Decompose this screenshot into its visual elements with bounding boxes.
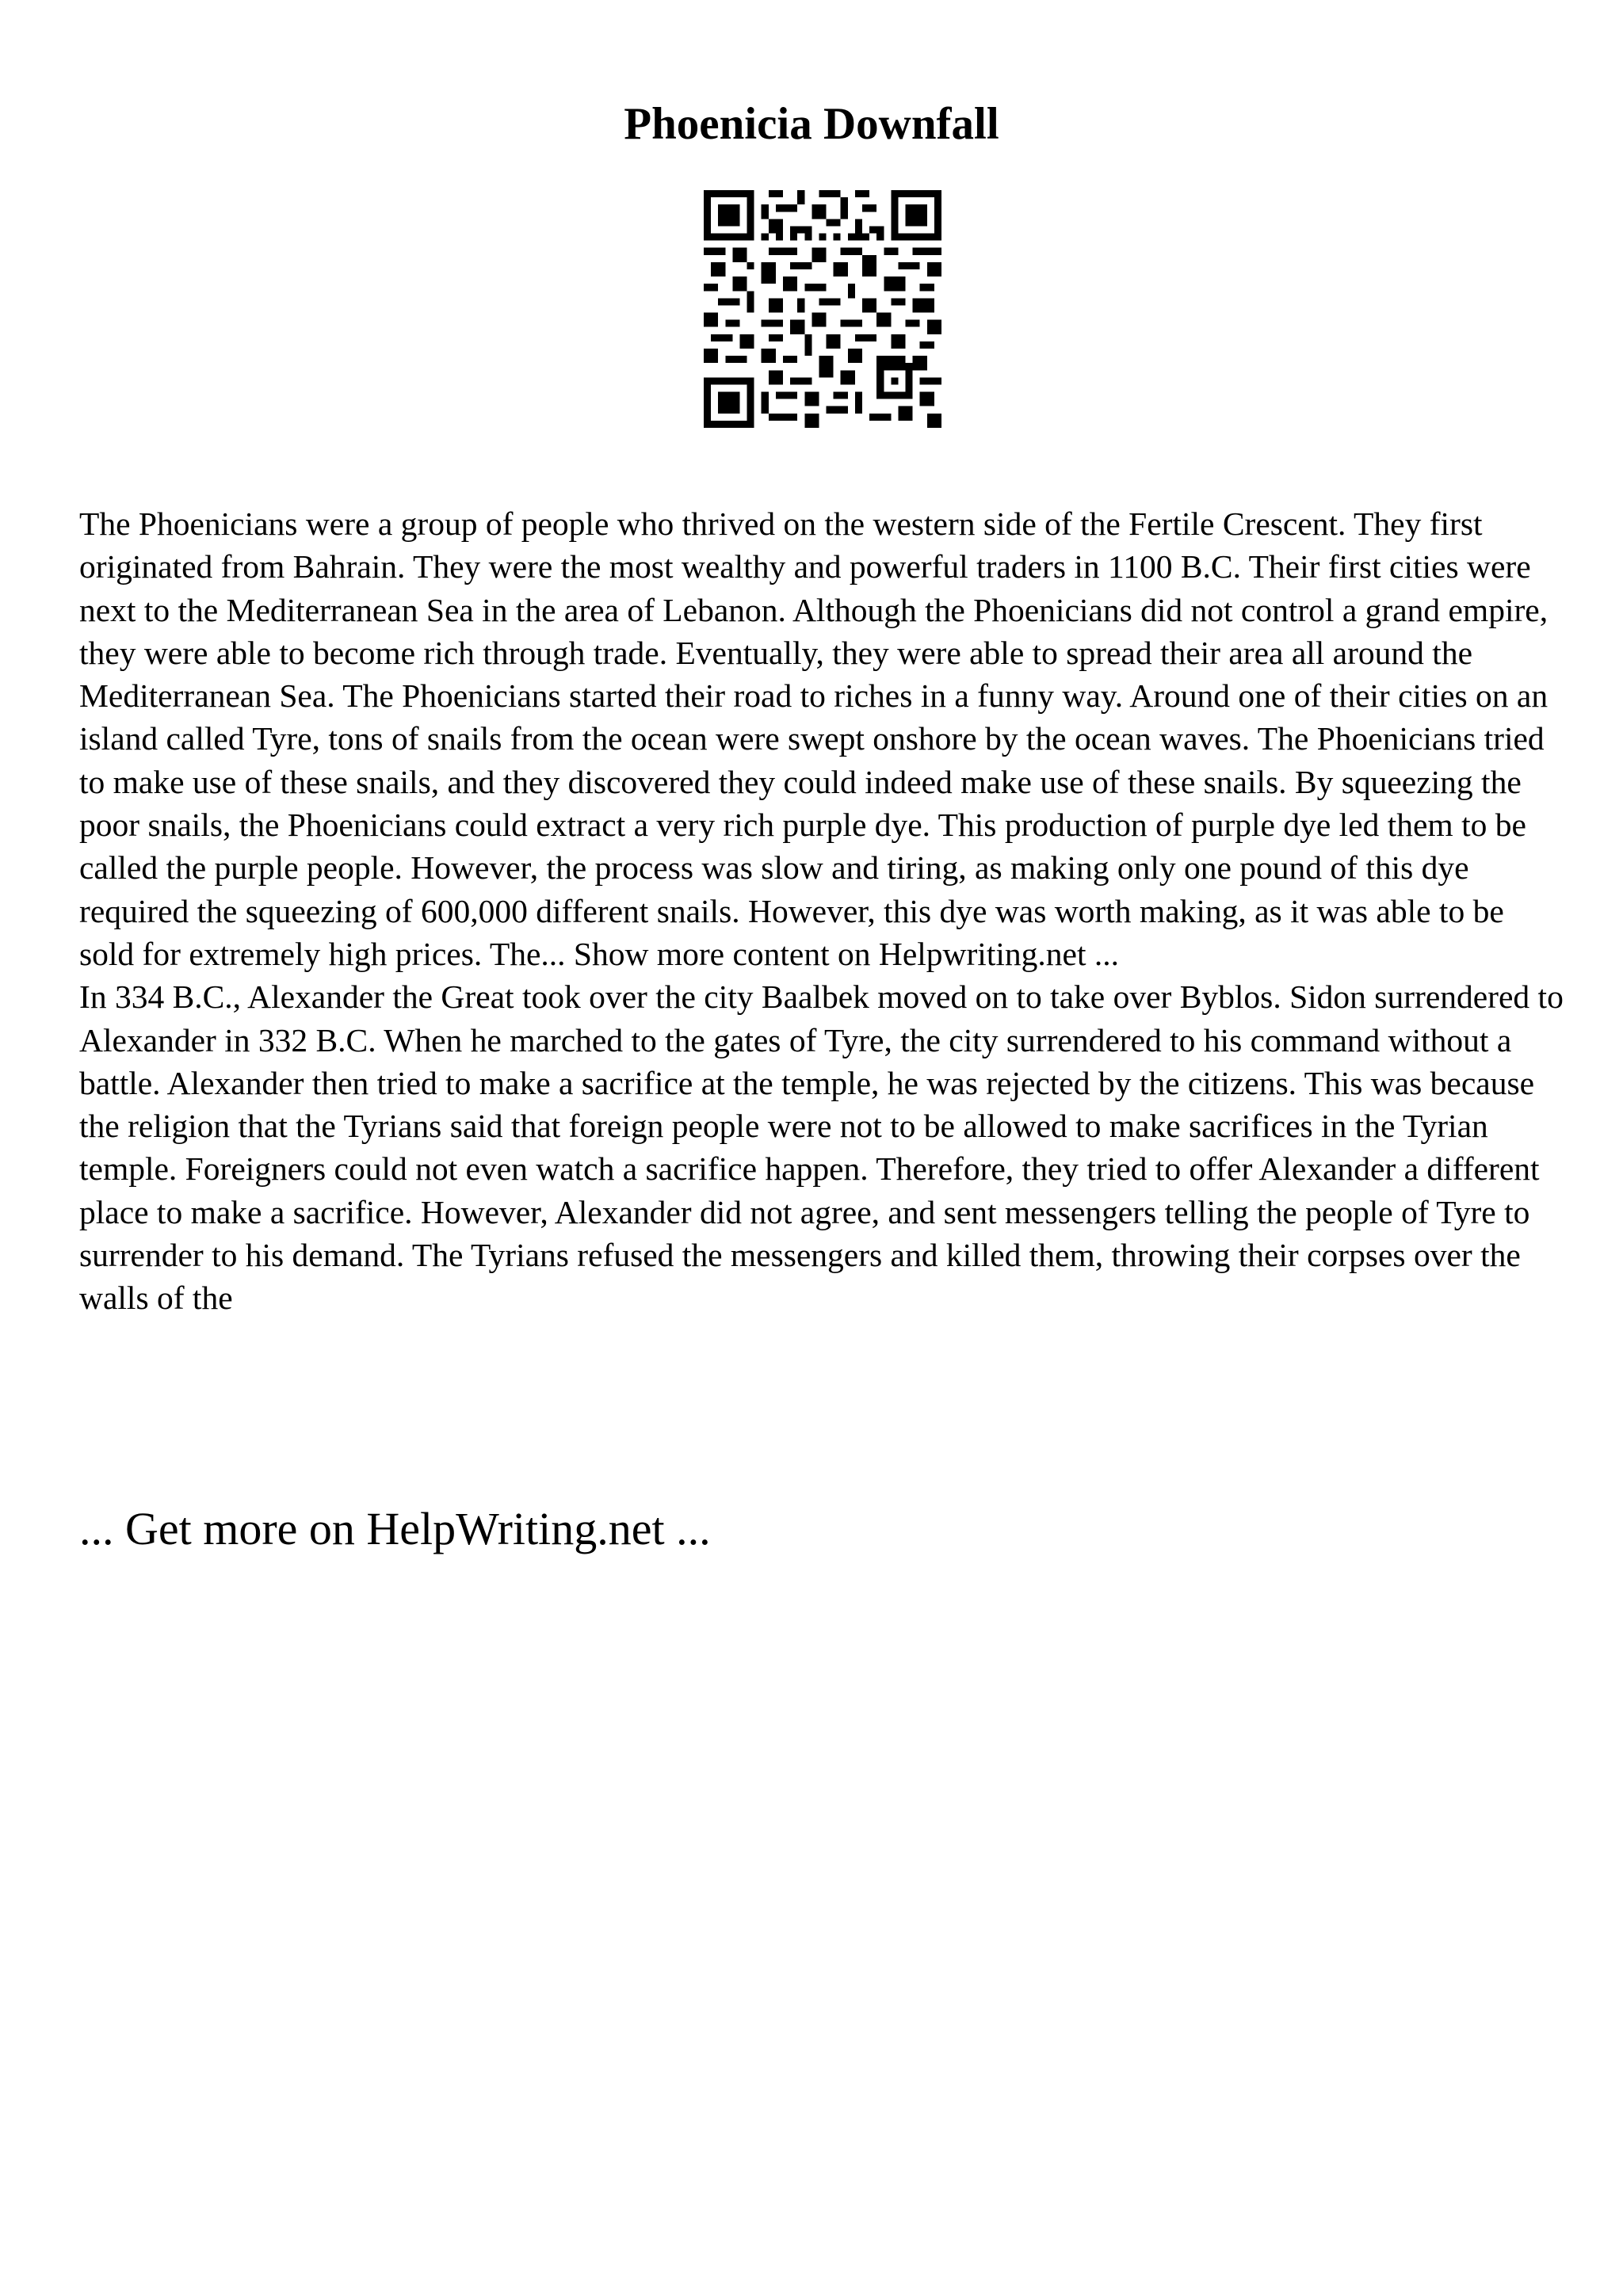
page-title: Phoenicia Downfall [624,99,999,149]
paragraph: The Phoenicians were a group of people who thrived on the western side of the Fertile Crescent. They first originated from Bahrain. They were the most wealthy and powerful traders in 1100 B.C. Their first cities were next to the Mediterranean Sea in the area of Lebanon. Although the Phoenicians did not control a grand empire, they were able to become rich through trade. Eventually, they were able to spread their area all around the Mediterranean Sea. The Phoenicians started their road to riches in a funny way. Around one of their cities on an island called Tyre, tons of snails from the ocean were swept onshore by the ocean waves. The Phoenicians tried to make use of these snails, and they discovered they could indeed make use of these snails. By squeezing the poor snails, the Phoenicians could extract a very rich purple dye. This production of purple dye led them to be called the purple people. However, the process was slow and tiring, as making only one pound of this dye required the squeezing of 600,000 different snails. However, this dye was worth making, as it was able to be sold for extremely high prices. The... Show more content on Helpwriting.net ... [79,505,1549,972]
qr-code-icon [704,190,941,428]
paragraph: In 334 B.C., Alexander the Great took over the city Baalbek moved on to take over Byblos. Sidon surrendered to Alexander in 332 B.C. When he marched to the gates of Tyre, the city surrendered to his command without a battle. Alexander then tried to make a sacrifice at the temple, he was rejected by the citizens. This was because the religion that the Tyrians said that foreign people were not to be allowed to make sacrifices in the Tyrian temple. Foreigners could not even watch a sacrifice happen. Therefore, they tried to offer Alexander a different place to make a sacrifice. However, Alexander did not agree, and sent messengers telling the people of Tyre to surrender to his demand. The Tyrians refused the messengers and killed them, throwing their corpses over the walls of the [79,978,1564,1317]
article-body [79,502,1565,1320]
get-more-link[interactable]: ... Get more on HelpWriting.net ... [79,1503,711,1554]
